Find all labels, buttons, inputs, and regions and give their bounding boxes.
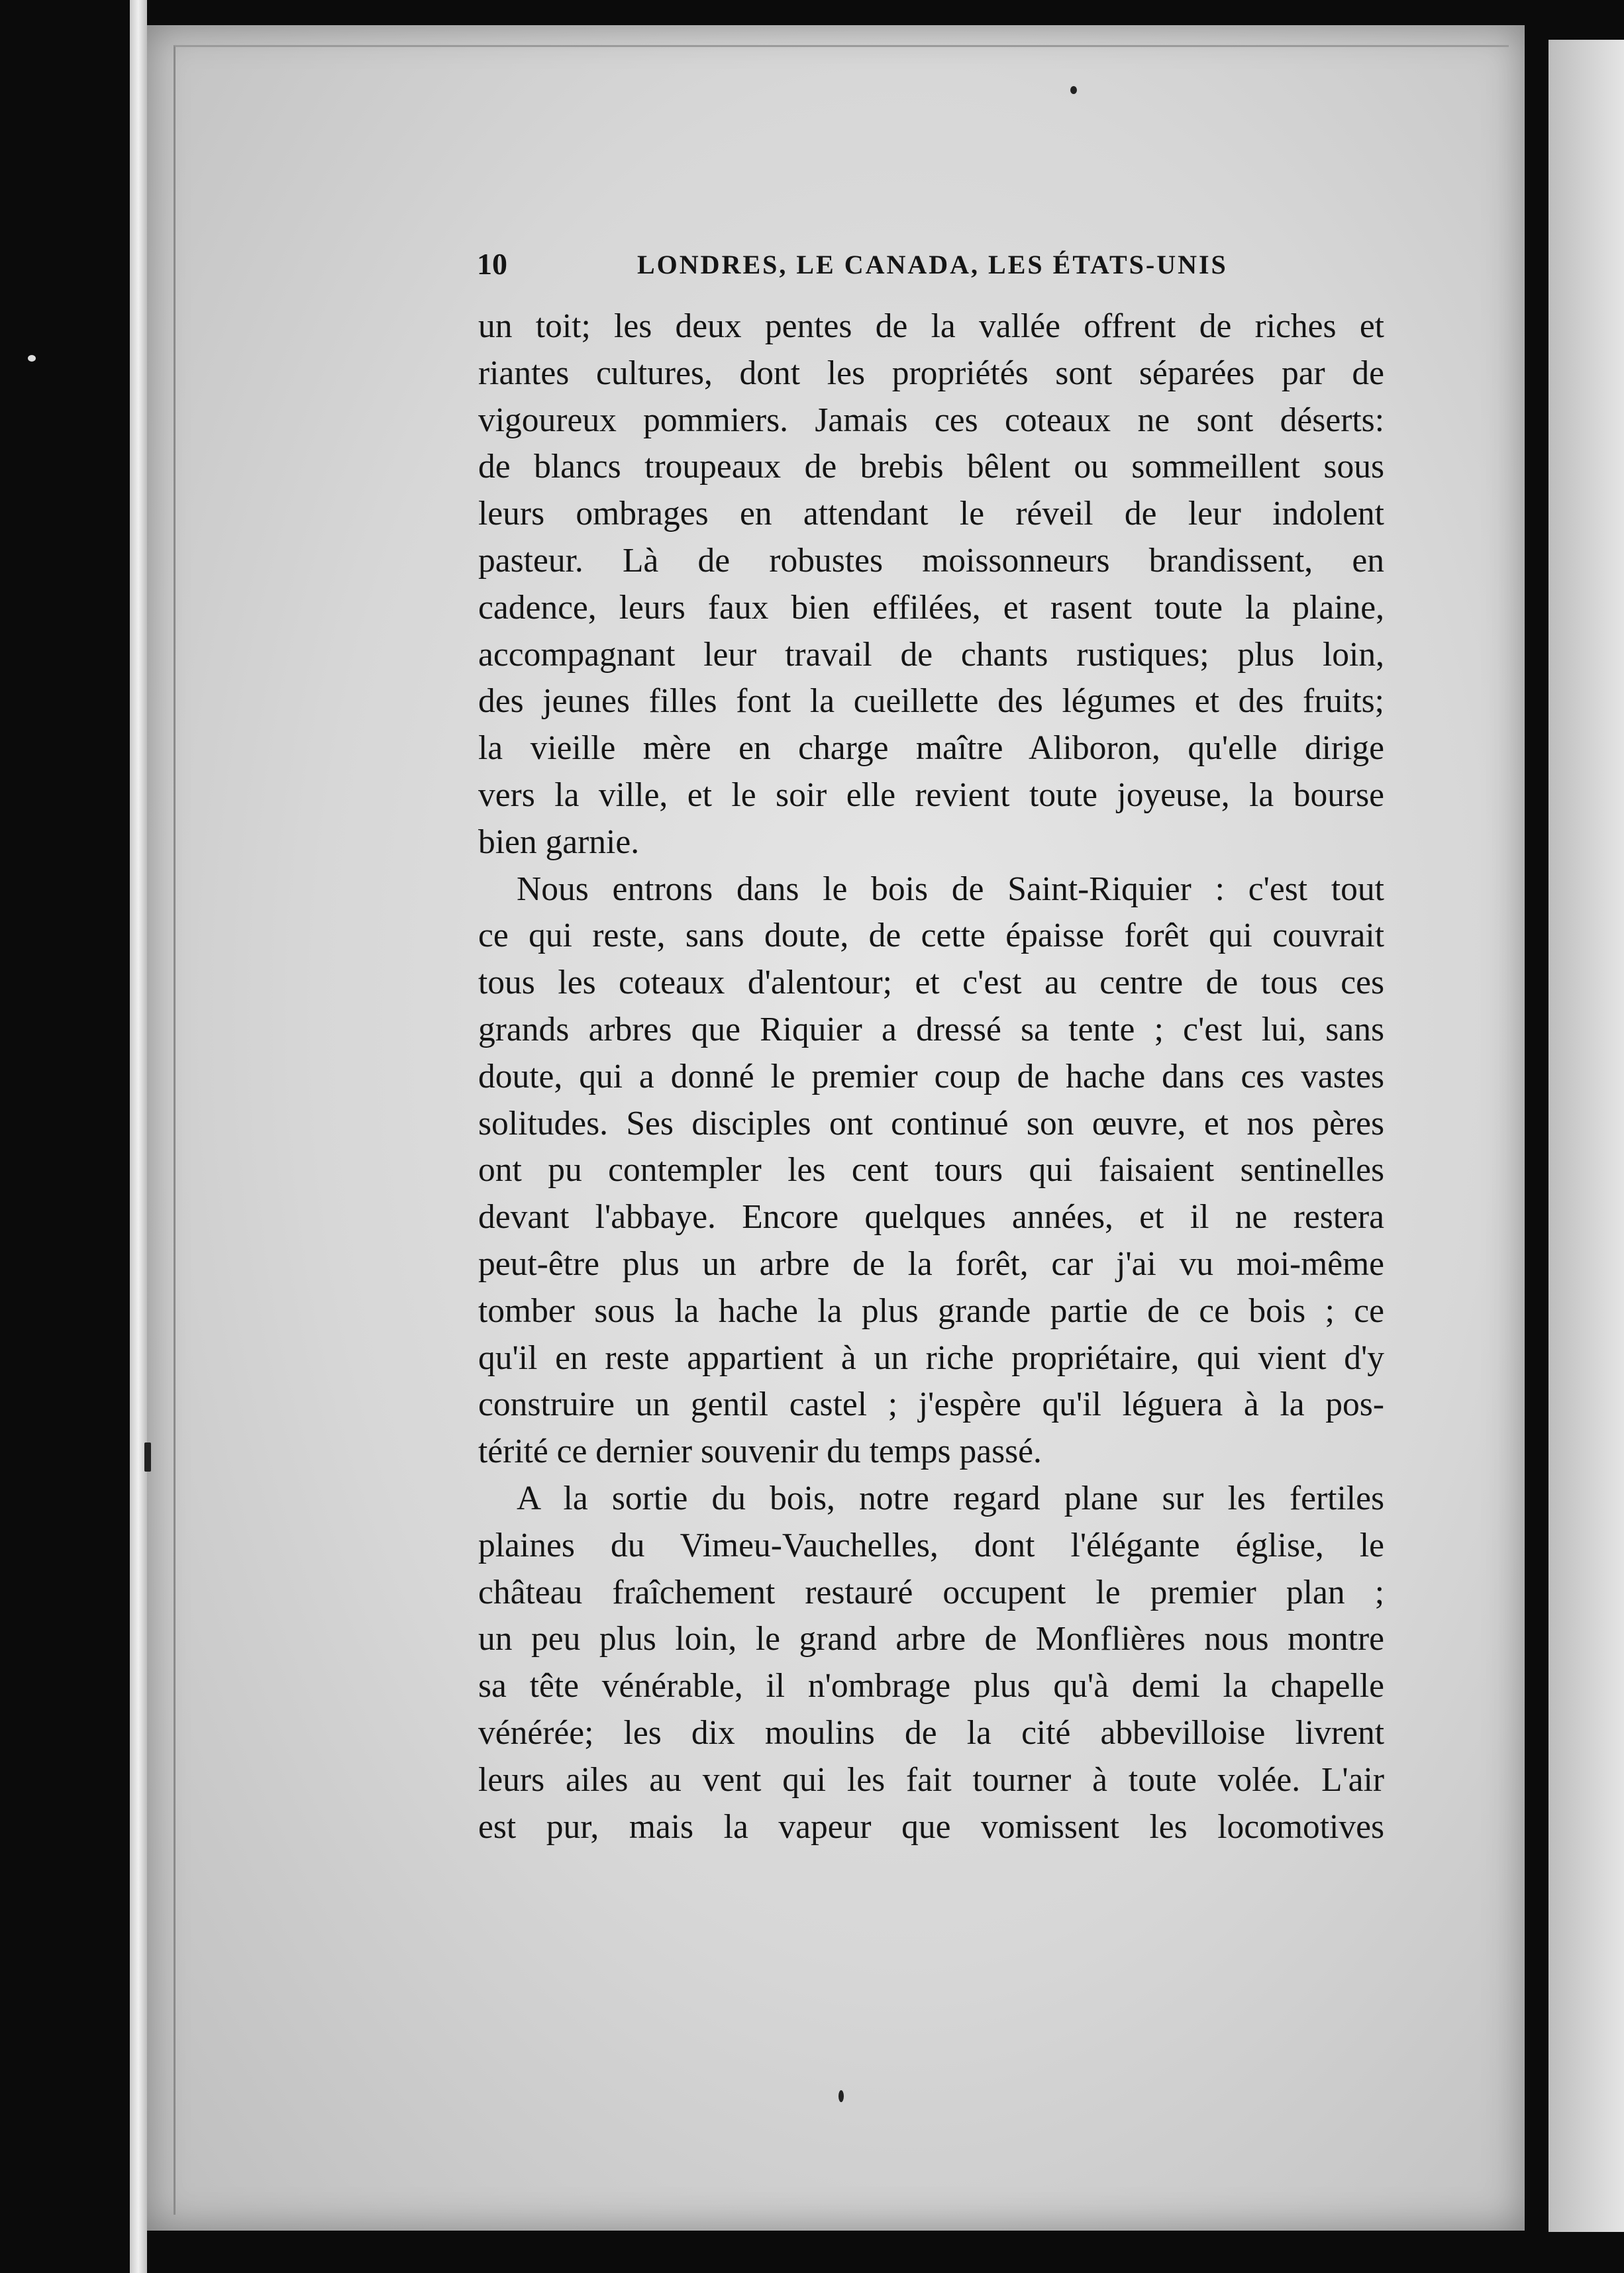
- text-line: pasteur. Là de robustes moissonneurs brandissent, en: [478, 541, 1384, 580]
- text-line: leurs ombrages en attendant le réveil de leur indolent: [478, 495, 1384, 533]
- text-line: un peu plus loin, le grand arbre de Monflières nous montre: [478, 1620, 1384, 1658]
- text-line: riantes cultures, dont les propriétés sont séparées par de: [478, 354, 1384, 392]
- text-line: vénérée; les dix moulins de la cité abbevilloise livrent: [478, 1713, 1384, 1752]
- text-line: accompagnant leur travail de chants rustiques; plus loin,: [478, 635, 1384, 674]
- scan-speck: [144, 1442, 151, 1472]
- text-line: devant l'abbaye. Encore quelques années, et il ne restera: [478, 1198, 1384, 1237]
- text-line: est pur, mais la vapeur que vomissent les locomotives: [478, 1807, 1384, 1846]
- running-title: LONDRES, LE CANADA, LES ÉTATS-UNIS: [637, 250, 1228, 279]
- text-line: tous les coteaux d'alentour; et c'est au centre de tous ces: [478, 964, 1384, 1002]
- text-line: de blancs troupeaux de brebis bêlent ou sommeillent sous: [478, 448, 1384, 486]
- text-line: Nous entrons dans le bois de Saint-Riquier : c'est tout: [517, 870, 1384, 908]
- text-line: tomber sous la hache la plus grande partie de ce bois ; ce: [478, 1291, 1384, 1330]
- text-line: château fraîchement restauré occupent le premier plan ;: [478, 1573, 1384, 1611]
- text-line: vigoureux pommiers. Jamais ces coteaux ne sont déserts:: [478, 401, 1384, 439]
- facing-page-edge: [1548, 40, 1624, 2232]
- text-line: sa tête vénérable, il n'ombrage plus qu'à demi la chapelle: [478, 1667, 1384, 1705]
- text-line: leurs ailes au vent qui les fait tourner à toute volée. L'air: [478, 1760, 1384, 1799]
- text-line: ont pu contempler les cent tours qui faisaient sentinelles: [478, 1151, 1384, 1189]
- scan-speck: [28, 355, 36, 362]
- text-line: plaines du Vimeu-Vauchelles, dont l'élégante église, le: [478, 1526, 1384, 1564]
- text-line: la vieille mère en charge maître Aliboron, qu'elle dirige: [478, 729, 1384, 768]
- book-spine-edge: [130, 0, 147, 2273]
- text-line: térité ce dernier souvenir du temps passé.: [478, 1433, 1042, 1471]
- text-line: grands arbres que Riquier a dressé sa tente ; c'est lui, sans: [478, 1010, 1384, 1048]
- text-line: cadence, leurs faux bien effilées, et rasent toute la plaine,: [478, 588, 1384, 627]
- scan-speck: [838, 2090, 844, 2102]
- text-line: un toit; les deux pentes de la vallée offrent de riches et: [478, 307, 1384, 345]
- text-line: peut-être plus un arbre de la forêt, car j'ai vu moi-même: [478, 1244, 1384, 1283]
- page-number: 10: [477, 247, 507, 281]
- text-line: doute, qui a donné le premier coup de hache dans ces vastes: [478, 1057, 1384, 1095]
- paragraph-2: [478, 866, 1384, 1476]
- body-text: [478, 303, 1384, 1850]
- text-line: solitudes. Ses disciples ont continué son œuvre, et nos pères: [478, 1104, 1384, 1142]
- text-line: vers la ville, et le soir elle revient toute joyeuse, la bourse: [478, 776, 1384, 814]
- scan-speck: [1070, 86, 1077, 94]
- text-line: A la sortie du bois, notre regard plane sur les fertiles: [517, 1479, 1384, 1517]
- text-line: qu'il en reste appartient à un riche propriétaire, qui vient d'y: [478, 1339, 1384, 1377]
- paragraph-1: [478, 303, 1384, 866]
- text-line: construire un gentil castel ; j'espère qu'il léguera à la pos-: [478, 1386, 1384, 1424]
- text-line: des jeunes filles font la cueillette des légumes et des fruits;: [478, 682, 1384, 721]
- paragraph-3: [478, 1476, 1384, 1850]
- text-line: bien garnie.: [478, 823, 640, 861]
- text-line: ce qui reste, sans doute, de cette épaisse forêt qui couvrait: [478, 917, 1384, 955]
